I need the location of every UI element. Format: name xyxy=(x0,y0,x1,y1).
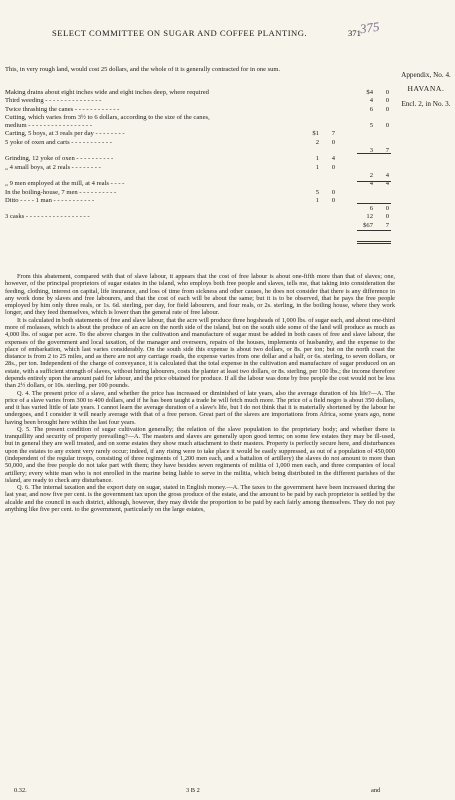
account-row xyxy=(5,122,395,130)
account-amount-c3: 12 xyxy=(366,213,373,221)
account-amount-c4: 0 xyxy=(385,213,389,221)
account-row-label: In the boiling-house, 7 men - - - - - - - - - - xyxy=(5,188,117,196)
account-amount-c3: $4 xyxy=(366,89,373,96)
handwritten-page-number: 375 xyxy=(358,18,381,37)
account-row-label: Grinding, 12 yoke of oxen - - - - - - - - - - xyxy=(5,155,114,163)
account-amount-c2: 7 xyxy=(331,130,335,138)
sum-rule xyxy=(357,203,391,204)
account-row-label: 3 casks - - - - - - - - - - - - - - - - - xyxy=(5,213,90,221)
sidebar-appendix: Appendix, No. 4. xyxy=(401,71,451,79)
account-row-label: Carting, 5 boys, at 3 reals per day - - - - - - - - xyxy=(5,130,125,138)
account-row-label: 5 yoke of oxen and carts - - - - - - - - - - - xyxy=(5,138,112,146)
account-row-label: „ 9 men employed at the mill, at 4 reals - - - - xyxy=(5,180,125,188)
account-amount-c1: 1 xyxy=(315,163,319,171)
account-amount-c3: 6 xyxy=(369,205,373,213)
account-row xyxy=(5,147,395,155)
catchword: and xyxy=(371,787,381,794)
account-row xyxy=(5,106,395,114)
account-amount-c4: 4 xyxy=(385,171,389,179)
account-row xyxy=(5,172,395,180)
account-row-label: medium - - - - - - - - - - - - - - - - - xyxy=(5,122,92,130)
account-amount-c2: 0 xyxy=(331,163,335,171)
paragraph: Q. 4. The present price of a slave, and whether the price has increased or diminished of late years, also the average duration of his life?—A. The price of a slave varies from 300 to 400 dollars, and if he has been taught a trade he will fetch much more. The price of a field negro is about 350 dollars, and it has varied little of late years. I cannot learn the average duration of a slave's life, but I do not think that it is materially shortened by the labour he undergoes, and I consider it will nearly average with that of a free person. Great part of the slaves are importations from Africa, some years ago, none having been brought here within the last four years. xyxy=(5,389,395,426)
account-row xyxy=(5,180,395,188)
paragraph: Q. 5. The present condition of sugar cultivation generally; the relation of the slave population to the proprietary body; and whether there is tranquillity and security of property prevailing?—A. The masters and slaves are generally upon good terms; on some few estates they may be ill-used, but in general they are well treated, and on some estates they show much attachment to their masters. Property is perfectly secure here, and disturbances upon the estates to any extent very rarely occur; indeed, if any rising were to take place it would be easily suppressed, as out of a population of 450,000 (independent of the regular troops, consisting of three regiments of 1,200 men each, and a battalion of artillery) the slaves do not amount to more than 50,000, and the free people do not take part with them; they have besides seven regiments of militia of 1,000 men each, and three companies of local artillery; every white man who is not enrolled in the marine being liable to serve in the militia, which being distributed in the different parishes of the island, are ready to check any disturbance. xyxy=(5,425,395,484)
account-amount-c2: 0 xyxy=(331,196,335,204)
account-amount-c2: 0 xyxy=(331,188,335,196)
account-amount-c3: 4 xyxy=(369,180,373,188)
paragraph: It is calculated in both statements of free and slave labour, that the acre will produce three hogsheads of 1,000 lbs. of sugar each, and about one-third more of molasses, which is about the produce of an acre on the north side of the island, but on the south side some of the land will produce as much as 4,000 lbs. of sugar per acre. To the above charges in the cultivation and manufacture of sugar must be added in both cases of free and slave labour, the expenses of the government and local taxation, of the manager and overseers, repairs of the houses, implements of husbandry, and the expense to the place of embarkation, which last varies considerably. On the south side this expense is about two dollars, or 8s. per ton; but on the north coast the distance is from 2 to 25 miles, and as there are not any carriage roads, the expense varies from one dollar and a half, or 6s. sterling, to seven dollars, or 28s., per ton. Independent of the charge of conveyance, it is calculated that the total expense in the cultivation and manufacture of sugar produced on an estate, with a sufficient strength of slaves, without hiring labourers, costs the planter at least two dollars, or 8s. sterling, per 100 lbs.; the income therefore depends entirely upon the amount paid for labour, and the price obtained for produce. If all the labour was done by free people the cost would not be less than 2½ dollars, or 10s. sterling, per 100 pounds. xyxy=(5,316,395,390)
account-amount-c4: 7 xyxy=(385,221,389,229)
account-amount-c4: 7 xyxy=(385,147,389,155)
account-amount-c4: 0 xyxy=(385,205,389,213)
account-amount-c4: 0 xyxy=(385,122,389,130)
account-row xyxy=(5,155,395,163)
account-row xyxy=(5,164,395,172)
sum-rule xyxy=(357,181,391,182)
account-row xyxy=(5,139,395,147)
account-amount-c1: 1 xyxy=(315,196,319,204)
total-rule xyxy=(357,241,391,242)
account-amount-c1: $1 xyxy=(312,130,319,138)
account-row-label: Cutting, which varies from 3½ to 6 dollars, according to the size of the canes, xyxy=(5,113,210,121)
account-amount-c4: 4 xyxy=(385,180,389,188)
main-text xyxy=(5,273,395,513)
account-row xyxy=(5,89,395,97)
sidebar-place: HAVANA. xyxy=(407,84,445,93)
account-amount-c2: 0 xyxy=(331,138,335,146)
account-row-label: Third weeding - - - - - - - - - - - - - - - xyxy=(5,97,102,105)
account-amount-c1: 2 xyxy=(315,138,319,146)
account-amount-c3: 3 xyxy=(369,147,373,155)
account-row-label: „ 4 small boys, at 2 reals - - - - - - - - xyxy=(5,163,101,171)
paragraph: Q. 6. The internal taxation and the export duty on sugar, stated in English money.—A. The taxes to the government have been increased during the last year, and now five per cent. is the government tax upon the gross produce of the estate, and the amount to be paid by each proprietor is settled by the alcalde and the council in each district, although, however, they may divide the proportion to be paid by each fairly among themselves. They do not pay anything like five per cent. to the government, particularly on the large estates, xyxy=(5,484,395,513)
account-amount-c1: 5 xyxy=(315,188,319,196)
sum-rule xyxy=(357,153,391,154)
account-row xyxy=(5,114,395,122)
page-number: 371 xyxy=(348,28,361,38)
account-row xyxy=(5,222,395,230)
sheet-number: 0.32. xyxy=(14,787,27,794)
account-amount-c3: 4 xyxy=(369,97,373,105)
header-title: SELECT COMMITTEE ON SUGAR AND COFFEE PLANTING. xyxy=(52,28,308,38)
account-amount-c3: 6 xyxy=(369,105,373,113)
account-row-label: Ditto - - - - 1 man - - - - - - - - - - - xyxy=(5,196,95,204)
account-row xyxy=(5,205,395,213)
account-amount-c3: $67 xyxy=(363,221,373,229)
account-amount-c2: 4 xyxy=(331,155,335,163)
sidebar-enclosure: Encl. 2, in No. 3. xyxy=(401,100,451,108)
total-rule xyxy=(357,243,391,244)
account-amount-c4: 0 xyxy=(385,89,389,96)
account-row-label: Making drains about eight inches wide and eight inches deep, where required xyxy=(5,89,209,96)
account-amount-c1: 1 xyxy=(315,155,319,163)
account-row xyxy=(5,197,395,205)
signature-mark: 3 B 2 xyxy=(186,787,200,794)
sum-rule xyxy=(357,230,391,231)
account-amount-c3: 2 xyxy=(369,171,373,179)
account-amount-c4: 0 xyxy=(385,105,389,113)
cost-account-table xyxy=(5,89,395,230)
running-header xyxy=(14,18,449,42)
intro-paragraph: This, in very rough land, would cost 25 dollars, and the whole of it is generally contracted for in one sum. xyxy=(5,66,281,73)
account-row xyxy=(5,130,395,138)
account-row xyxy=(5,189,395,197)
account-row-label: Twice thrashing the canes - - - - - - - - - - - - xyxy=(5,105,120,113)
paragraph: From this abatement, compared with that of slave labour, it appears that the cost of free labour is about one-fifth more than that of slaves; one, however, of the principal proprietors of sugar estates in the island, who employs both free people and slaves, tells me, that taking into consideration the feeding, clothing, interest on capital, life insurance, and loss of time from sickness and other causes, he does not consider that there is any difference in any work done by slaves and free labourers, and that the cost of each will be about the same; but it is to be observed, that he pays the free people employed by him only three reals, or 1s. 6d. sterling, per day, for field labourers, and four reals, or 2s. sterling, in the boiling house, where they work longer, and they feed themselves, which is lower than the general rate of free labour. xyxy=(5,273,395,317)
account-row xyxy=(5,213,395,221)
account-amount-c3: 5 xyxy=(369,122,373,130)
account-row xyxy=(5,97,395,105)
account-amount-c4: 0 xyxy=(385,97,389,105)
